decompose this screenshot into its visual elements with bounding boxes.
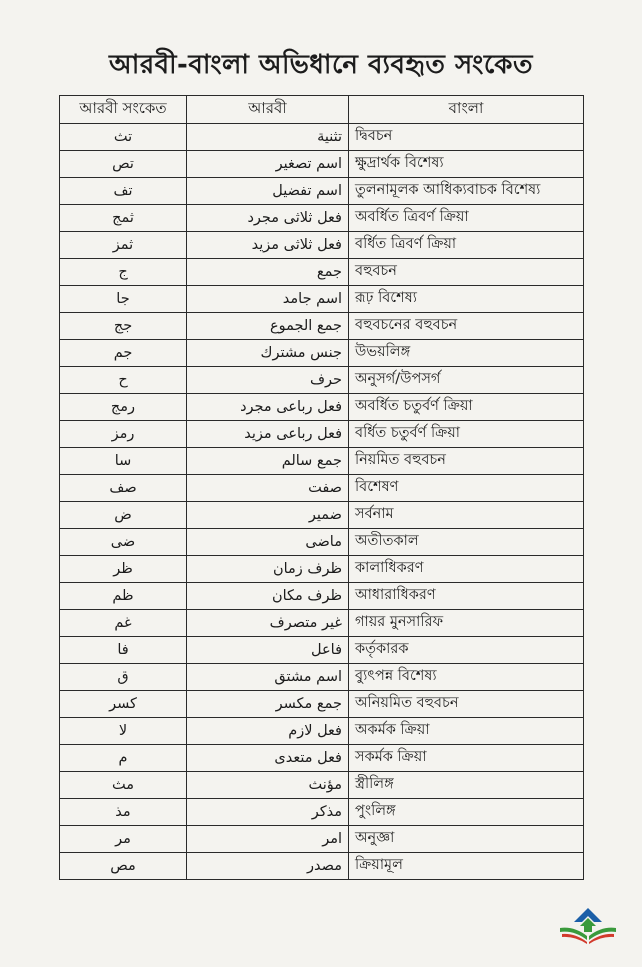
table-row: [60, 286, 584, 313]
bangla-cell: বহুবচন: [349, 259, 584, 286]
abbreviation-cell: ضى: [60, 529, 187, 556]
arabic-cell: فعل ثلاثى مجرد: [187, 205, 349, 232]
abbreviation-cell: مص: [60, 853, 187, 880]
bangla-cell: ক্ষুদ্রার্থক বিশেষ্য: [349, 151, 584, 178]
table-row: [60, 529, 584, 556]
arabic-cell: حرف: [187, 367, 349, 394]
arabic-cell: جمع مكسر: [187, 691, 349, 718]
bangla-cell: কালাধিকরণ: [349, 556, 584, 583]
arabic-cell: ماضى: [187, 529, 349, 556]
bangla-cell: অনিয়মিত বহুবচন: [349, 691, 584, 718]
table-row: [60, 259, 584, 286]
abbreviation-cell: ض: [60, 502, 187, 529]
table-row: [60, 178, 584, 205]
bangla-cell: বর্ধিত চতুর্বর্ণ ক্রিয়া: [349, 421, 584, 448]
bangla-cell: তুলনামূলক আধিক্যবাচক বিশেষ্য: [349, 178, 584, 205]
table-row: [60, 448, 584, 475]
table-row: [60, 637, 584, 664]
bangla-cell: আধারাধিকরণ: [349, 583, 584, 610]
table-row: [60, 394, 584, 421]
bangla-cell: উভয়লিঙ্গ: [349, 340, 584, 367]
abbreviation-cell: ح: [60, 367, 187, 394]
arabic-cell: فاعل: [187, 637, 349, 664]
abbreviation-cell: رمج: [60, 394, 187, 421]
abbreviation-cell: ظم: [60, 583, 187, 610]
abbreviation-table: [59, 95, 584, 880]
arabic-cell: اسم مشتق: [187, 664, 349, 691]
bangla-cell: পুংলিঙ্গ: [349, 799, 584, 826]
bangla-cell: বিশেষণ: [349, 475, 584, 502]
table-row: [60, 799, 584, 826]
arabic-cell: امر: [187, 826, 349, 853]
bangla-cell: অনুসর্গ/উপসর্গ: [349, 367, 584, 394]
abbreviation-cell: ج: [60, 259, 187, 286]
table-row: [60, 475, 584, 502]
abbreviation-cell: جج: [60, 313, 187, 340]
table-row: [60, 502, 584, 529]
arabic-cell: اسم تصغير: [187, 151, 349, 178]
bangla-cell: গায়র মুনসারিফ: [349, 610, 584, 637]
abbreviation-cell: تث: [60, 124, 187, 151]
logo-book-left: [560, 928, 587, 940]
arabic-cell: صفت: [187, 475, 349, 502]
table-row: [60, 313, 584, 340]
arabic-cell: اسم تفضيل: [187, 178, 349, 205]
abbreviation-cell: جم: [60, 340, 187, 367]
table-row: [60, 421, 584, 448]
arabic-cell: مذكر: [187, 799, 349, 826]
arabic-cell: فعل رباعى مجرد: [187, 394, 349, 421]
header-arabic: আরবী: [187, 96, 349, 124]
arabic-cell: ظرف زمان: [187, 556, 349, 583]
arabic-cell: فعل لازم: [187, 718, 349, 745]
bangla-cell: ব্যুৎপন্ন বিশেষ্য: [349, 664, 584, 691]
logo-book-right: [589, 928, 616, 940]
arabic-cell: اسم جامد: [187, 286, 349, 313]
arabic-cell: جمع: [187, 259, 349, 286]
arabic-cell: فعل رباعى مزيد: [187, 421, 349, 448]
abbreviation-cell: تص: [60, 151, 187, 178]
header-bangla: বাংলা: [349, 96, 584, 124]
bangla-cell: দ্বিবচন: [349, 124, 584, 151]
table-row: [60, 556, 584, 583]
abbreviation-cell: ثمج: [60, 205, 187, 232]
table-row: [60, 610, 584, 637]
table-row: [60, 664, 584, 691]
abbreviation-cell: ق: [60, 664, 187, 691]
publisher-logo-icon: [556, 906, 620, 946]
abbreviation-cell: مذ: [60, 799, 187, 826]
bangla-cell: অকর্মক ক্রিয়া: [349, 718, 584, 745]
table-row: [60, 583, 584, 610]
arabic-cell: جمع الجموع: [187, 313, 349, 340]
table-header-row: [60, 96, 584, 124]
arabic-cell: جمع سالم: [187, 448, 349, 475]
bangla-cell: বহুবচনের বহুবচন: [349, 313, 584, 340]
abbreviation-cell: جا: [60, 286, 187, 313]
bangla-cell: ক্রিয়ামূল: [349, 853, 584, 880]
table-row: [60, 691, 584, 718]
page-title: আরবী-বাংলা অভিধানে ব্যবহৃত সংকেত: [109, 50, 533, 80]
abbreviation-cell: غم: [60, 610, 187, 637]
abbreviation-cell: فا: [60, 637, 187, 664]
table-row: [60, 745, 584, 772]
arabic-cell: فعل ثلاثى مزيد: [187, 232, 349, 259]
table-row: [60, 367, 584, 394]
bangla-cell: স্ত্রীলিঙ্গ: [349, 772, 584, 799]
bangla-cell: সকর্মক ক্রিয়া: [349, 745, 584, 772]
abbreviation-cell: ظر: [60, 556, 187, 583]
table-body: [60, 124, 584, 880]
arabic-cell: مصدر: [187, 853, 349, 880]
abbreviation-cell: مر: [60, 826, 187, 853]
table-row: [60, 151, 584, 178]
bangla-cell: বর্ধিত ত্রিবর্ণ ক্রিয়া: [349, 232, 584, 259]
arabic-cell: تثنية: [187, 124, 349, 151]
bangla-cell: কর্তৃকারক: [349, 637, 584, 664]
bangla-cell: রূঢ় বিশেষ্য: [349, 286, 584, 313]
arabic-cell: غير متصرف: [187, 610, 349, 637]
abbreviation-cell: صف: [60, 475, 187, 502]
abbreviation-cell: رمز: [60, 421, 187, 448]
abbreviation-cell: لا: [60, 718, 187, 745]
table-row: [60, 205, 584, 232]
bangla-cell: অতীতকাল: [349, 529, 584, 556]
arabic-cell: فعل متعدى: [187, 745, 349, 772]
abbreviation-cell: كسر: [60, 691, 187, 718]
header-abbreviation: আরবী সংকেত: [60, 96, 187, 124]
bangla-cell: অনুজ্ঞা: [349, 826, 584, 853]
table-row: [60, 853, 584, 880]
table-row: [60, 772, 584, 799]
table-row: [60, 340, 584, 367]
bangla-cell: সর্বনাম: [349, 502, 584, 529]
bangla-cell: নিয়মিত বহুবচন: [349, 448, 584, 475]
bangla-cell: অবর্ধিত চতুর্বর্ণ ক্রিয়া: [349, 394, 584, 421]
abbreviation-cell: م: [60, 745, 187, 772]
abbreviation-cell: مث: [60, 772, 187, 799]
arabic-cell: جنس مشترك: [187, 340, 349, 367]
bangla-cell: অবর্ধিত ত্রিবর্ণ ক্রিয়া: [349, 205, 584, 232]
table-row: [60, 232, 584, 259]
abbreviation-cell: تف: [60, 178, 187, 205]
abbreviation-cell: ثمز: [60, 232, 187, 259]
arabic-cell: ظرف مكان: [187, 583, 349, 610]
table-row: [60, 718, 584, 745]
table-row: [60, 826, 584, 853]
arabic-cell: مؤنث: [187, 772, 349, 799]
arabic-cell: ضمير: [187, 502, 349, 529]
table-row: [60, 124, 584, 151]
abbreviation-cell: سا: [60, 448, 187, 475]
